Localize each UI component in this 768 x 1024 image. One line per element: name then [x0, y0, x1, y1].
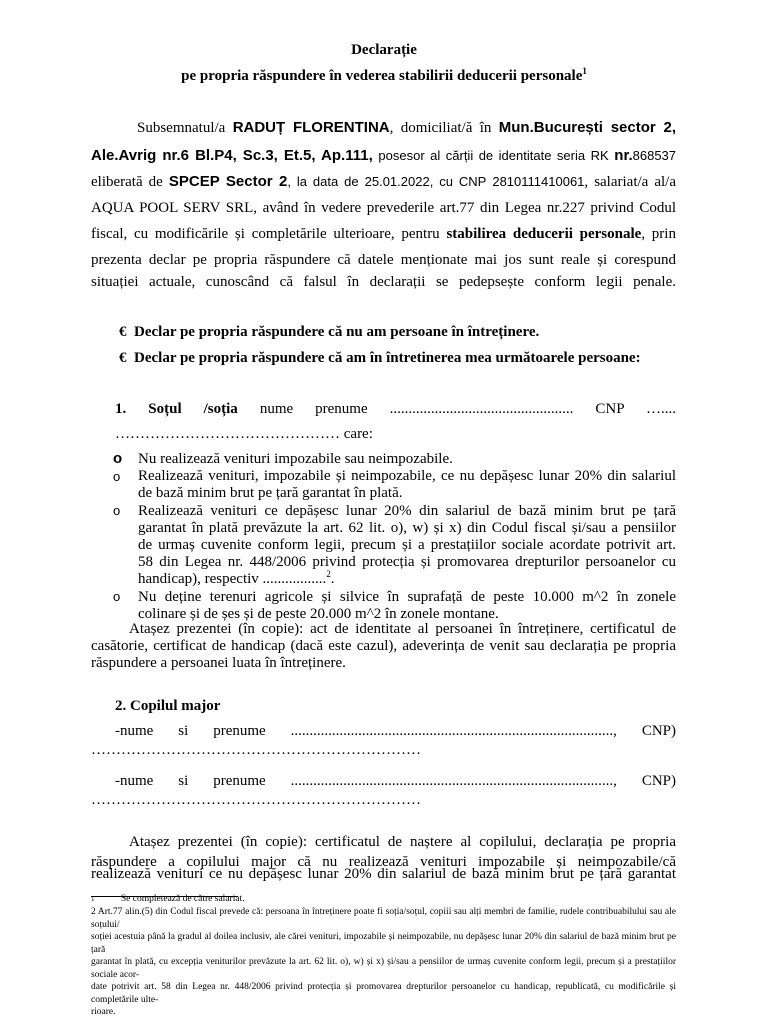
footnote-1-number: 1: [91, 895, 95, 903]
child-cnp-field[interactable]: …………………………………………………………: [91, 792, 421, 808]
attach1-line-1: Atașez prezentei (în copie): act de identitate al persoanei în întreținere, certificatul de: [129, 621, 676, 637]
attach1-line-2: casătorie, certificat de handicap (dacă este cazul), adeverința de venit sau declarația pe propria: [91, 638, 676, 654]
intro-line-2: [91, 146, 676, 166]
bullet-line: de bază minim brut pe țară garantat în plată.: [138, 485, 403, 501]
option-label: Declar pe propria răspundere că nu am persoane în întreținere.: [134, 324, 540, 340]
section-number: 1.: [115, 401, 127, 417]
intro-text: Subsemnatul/a: [137, 120, 226, 136]
bullet-line: Realizează venituri, impozabile și neimpozabile, ce nu depășesc lunar 20% din salariul: [138, 468, 676, 484]
bullet-line: garantat în plată prevăzute la art. 62 lit. o), w) și x) din Codul fiscal și/sau a pensiilor: [138, 520, 676, 536]
cnp-label: CNP: [595, 401, 625, 417]
bullet-line: Realizează venituri ce depășesc lunar 20% din salariul de bază minim brut pe țară: [138, 503, 676, 519]
cnp-label: CNP): [641, 723, 677, 739]
bullet-line: 58 din Legea nr. 448/2006 privind protecția și promovarea drepturilor persoanelor cu: [138, 554, 676, 570]
cnp-label: CNP): [641, 773, 677, 789]
bullet-2: [138, 468, 676, 502]
intro-line-3: [91, 172, 676, 192]
attach2-line-2: răspundere a copilului major că nu realizează venituri impozabile și neimpozabile/că: [91, 854, 676, 870]
bullet-1: [138, 451, 676, 468]
deduction-phrase: stabilirea deducerii personale: [446, 226, 642, 242]
intro-text: , salariat/a al/a: [584, 174, 677, 190]
bullet-marker: o: [113, 450, 123, 467]
issue-date: 25.01.2022: [364, 174, 430, 189]
bullet-marker: o: [113, 503, 121, 518]
spouse-name-field[interactable]: .................................................: [389, 401, 574, 417]
footnote-2-line: date potrivit art. 58 din Legea nr. 448/2006 privind protecția și promovarea drepturilor persoanelor cu handicap, republicată, cu modificările și completările ulte-: [91, 982, 676, 1005]
address-line-1: Mun.București sector 2,: [498, 119, 676, 136]
document-title: Declarație: [351, 42, 417, 58]
intro-text: , la data de: [287, 174, 359, 189]
spouse-row: [115, 399, 676, 419]
field-label: si: [178, 723, 189, 739]
footnote-2: [91, 906, 676, 1019]
bullet-line: colinare și de șes și de peste 20.000 m^2 în zonele montane.: [138, 606, 499, 622]
field-label: nume prenume: [259, 401, 368, 417]
cnp-value: 2810111410061: [492, 174, 585, 189]
declarant-name: RADUȚ FLORENTINA: [232, 119, 390, 136]
spouse-cnp-field[interactable]: …....: [646, 401, 677, 417]
spouse-row-2: ……………………………………… care:: [115, 426, 373, 442]
footnote-ref-2: 2: [326, 569, 331, 579]
intro-text: eliberată de: [91, 174, 163, 190]
option-has-dependents[interactable]: [119, 348, 641, 368]
bullet-line-text: handicap), respectiv .................: [138, 571, 327, 587]
bullet-marker: o: [113, 469, 121, 484]
intro-line-5: [91, 224, 676, 244]
intro-text: , cu CNP: [429, 174, 487, 189]
child-row-1: [115, 721, 676, 741]
footnote-1: [91, 893, 676, 906]
field-label: -nume: [115, 773, 154, 789]
child-name-field[interactable]: ......................................................................................,: [290, 773, 617, 789]
intro-line-7: situației actuale, cunoscând că falsul în declarații se pedepsește conform legii penale.: [91, 274, 676, 290]
id-card-number: 868537: [632, 148, 677, 163]
field-label: -nume: [115, 723, 154, 739]
nr-label: nr.: [614, 147, 633, 164]
intro-line-6: prezenta declar pe propria răspundere că datele menționate mai jos sunt reale și corespund: [91, 252, 676, 268]
child-name-field[interactable]: ......................................................................................,: [290, 723, 617, 739]
field-label: si: [178, 773, 189, 789]
option-no-dependents[interactable]: [119, 322, 539, 342]
checkbox-icon[interactable]: €: [119, 350, 127, 366]
intro-line-4: AQUA POOL SERV SRL, având în vedere prevederile art.77 din Legea nr.227 privind Codul: [91, 200, 676, 216]
bullet-marker: o: [113, 589, 121, 604]
footnote-2-line: rioare.: [91, 1007, 116, 1017]
intro-text: fiscal, cu modificările și completările ulterioare, pentru: [91, 226, 440, 242]
document-subtitle: [0, 68, 768, 85]
attach2-line-3: realizează venituri ce nu depășesc lunar 20% din salariul de bază minim brut pe țară garantat: [91, 866, 676, 882]
intro-line-1: [137, 118, 676, 138]
bullet-4: [138, 589, 676, 623]
bullet-line: Nu realizează venituri impozabile sau neimpozabile.: [138, 451, 453, 467]
bullet-line: handicap), respectiv .................$^2$.: [138, 569, 335, 587]
subtitle-text: pe propria răspundere în vederea stabilirii deducerii personale: [181, 68, 583, 84]
spouse-heading: Soțul /soția: [148, 401, 238, 417]
bullet-3: [138, 503, 676, 588]
intro-text: , prin: [641, 226, 676, 242]
field-label: prenume: [213, 773, 266, 789]
child-cnp-field[interactable]: …………………………………………………………: [91, 742, 421, 758]
intro-text: , domiciliat/ă în: [389, 120, 492, 136]
issuer: SPCEP Sector 2: [168, 173, 288, 190]
footnote-2-line: soției acestuia până la gradul al doilea inclusiv, ale cărei venituri, impozabile și neimpozabile, nu depășesc lunar 20% din salariul de bază minim brut pe țară: [91, 932, 676, 955]
child-row-2: [115, 771, 676, 791]
attach2-line-1: Atașez prezentei (în copie): certificatul de naștere al copilului, declarația pe propria: [129, 834, 676, 850]
option-label: Declar pe propria răspundere că am în întretinerea mea următoarele persoane:: [134, 350, 641, 366]
bullet-line: de urmaș cuvenite conform legii, precum și a prestațiilor sociale acordate potrivit art.: [138, 537, 676, 553]
address-line-2: Ale.Avrig nr.6 Bl.P4, Sc.3, Et.5, Ap.111,: [91, 147, 373, 164]
footnote-1-text: Se completează de către salariat.: [120, 894, 245, 904]
footnote-ref-1: 1: [582, 66, 587, 76]
attach1-line-3: răspundere a persoanei luata în întreținere.: [91, 655, 346, 671]
adult-child-heading: 2. Copilul major: [115, 698, 221, 714]
checkbox-icon[interactable]: €: [119, 324, 127, 340]
bullet-line: Nu deține terenuri agricole și silvice în suprafață de peste 10.000 m^2 în zonele: [138, 589, 676, 605]
footnote-2-line: garantat în plată, cu excepția veniturilor prevăzute la art. 62 lit. o), w) și x) și/sau a pensiilor de urmaș cuvenite conform legii, precum și a prestațiilor sociale acor-: [91, 957, 676, 980]
intro-text: posesor al cărții de identitate seria RK: [378, 148, 609, 163]
field-label: prenume: [213, 723, 266, 739]
footnote-2-line: 2 Art.77 alin.(5) din Codul fiscal prevede că: persoana în întreținere poate fi soția/soțul, copiii sau alți membri de familie, rudele contribuabilului sau ale soțului/: [91, 907, 676, 930]
